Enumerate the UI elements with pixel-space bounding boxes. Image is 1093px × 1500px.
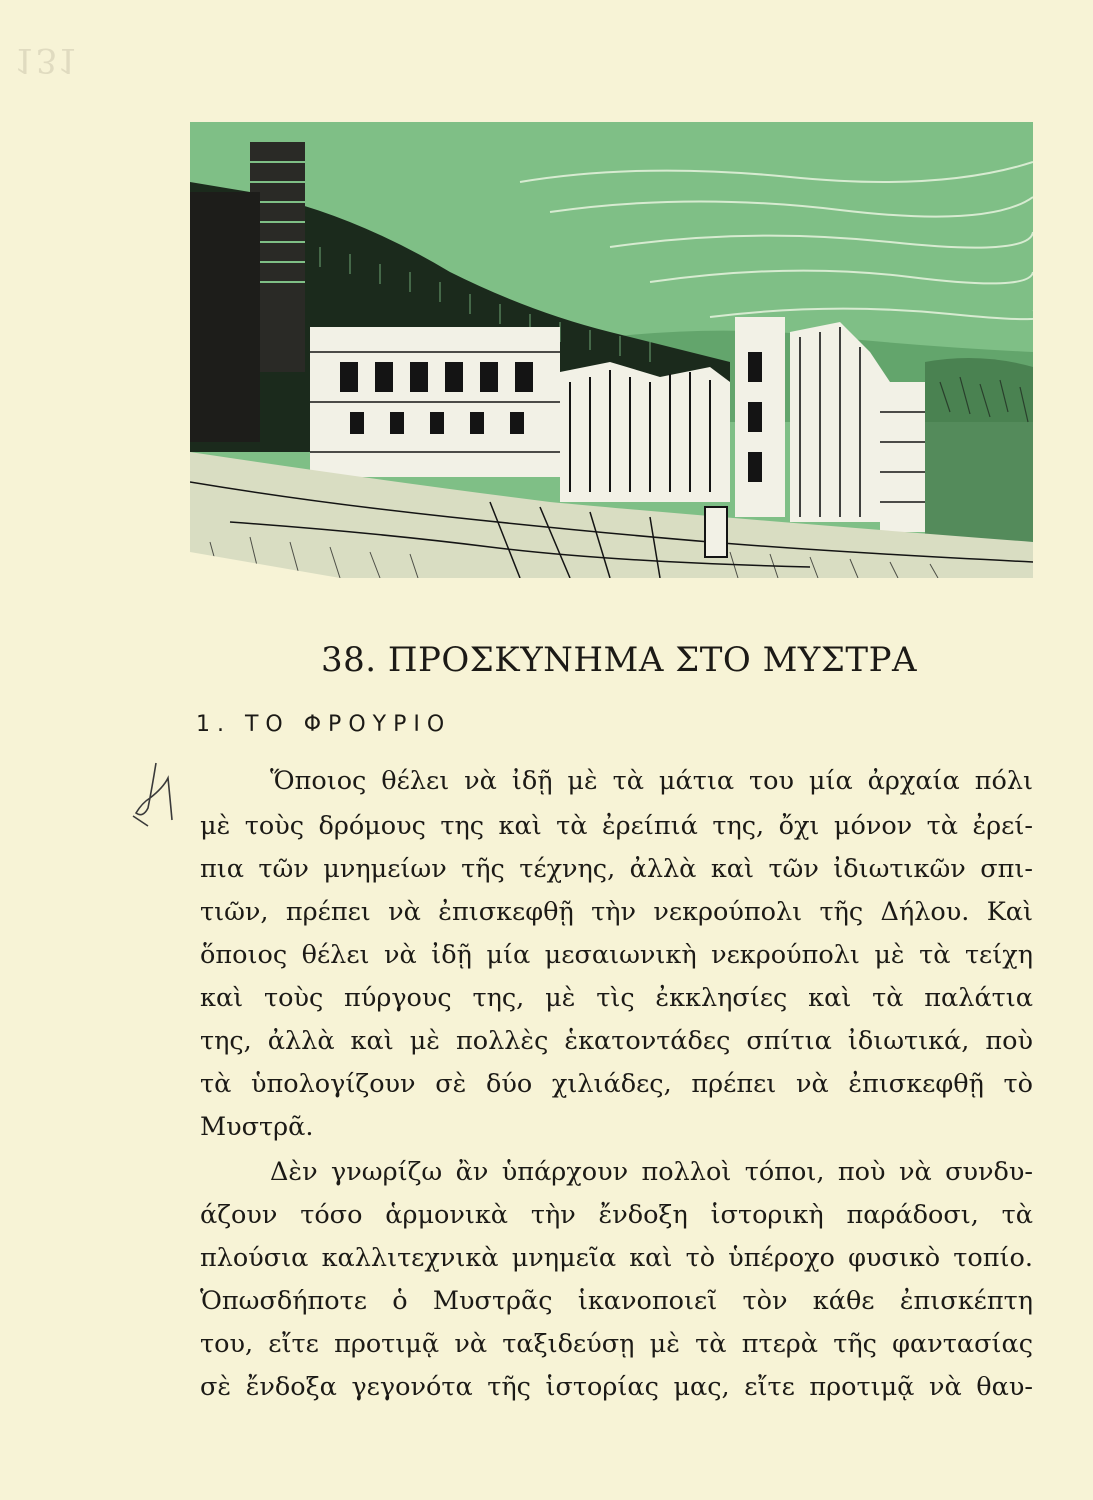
chapter-title: 38. ΠΡΟΣΚΥΝΗΜΑ ΣΤΟ ΜΥΣΤΡΑ [320, 640, 918, 680]
text-line: καὶ τοὺς πύργους της, μὲ τὶς ἐκκλησίες καὶ τὰ παλάτια [200, 983, 1033, 1013]
text-line: Δὲν γνωρίζω ἂν ὑπάρχουν πολλοὶ τόποι, ποὺ νὰ συνδυ- [270, 1157, 1033, 1187]
mystras-ruins-illustration [190, 122, 1033, 578]
text-line: Ὅποιος θέλει νὰ ἰδῇ μὲ τὰ μάτια του μία ἀρχαία πόλι [270, 766, 1033, 796]
text-line: Μυστρᾶ. [200, 1112, 314, 1142]
text-line: τιῶν, πρέπει νὰ ἐπισκεφθῇ τὴν νεκρούπολι τῆς Δήλου. Καὶ [200, 897, 1033, 927]
text-line: άζουν τόσο ἁρμονικὰ τὴν ἔνδοξη ἱστορικὴ παράδοσι, τὰ [200, 1200, 1033, 1230]
section-title: 1. ΤΟ ΦΡΟΥΡΙΟ [196, 712, 452, 737]
text-line: πλούσια καλλιτεχνικὰ μνημεῖα καὶ τὸ ὑπέροχο φυσικὸ τοπίο. [200, 1243, 1033, 1273]
text-line: του, εἴτε προτιμᾷ νὰ ταξιδεύσῃ μὲ τὰ πτερὰ τῆς φαντασίας [200, 1329, 1033, 1359]
text-line: της, ἀλλὰ καὶ μὲ πολλὲς ἑκατοντάδες σπίτια ἰδιωτικά, ποὺ [200, 1026, 1033, 1056]
text-line: μὲ τοὺς δρόμους της καὶ τὰ ἐρείπιά της, ὄχι μόνον τὰ ἐρεί- [200, 811, 1033, 841]
text-line: Ὁπωσδήποτε ὁ Μυστρᾶς ἱκανοποιεῖ τὸν κάθε ἐπισκέπτη [200, 1286, 1033, 1316]
text-line: τὰ ὑπολογίζουν σὲ δύο χιλιάδες, πρέπει νὰ ἐπισκεφθῇ τὸ [200, 1069, 1033, 1099]
text-line: ὅποιος θέλει νὰ ἰδῇ μία μεσαιωνικὴ νεκρούπολι μὲ τὰ τείχη [200, 940, 1033, 970]
pencil-annotation-icon [128, 758, 188, 828]
bleed-through-page-number: 131 [14, 40, 79, 80]
text-line: σὲ ἔνδοξα γεγονότα τῆς ἱστορίας μας, εἴτε προτιμᾷ νὰ θαυ- [200, 1372, 1033, 1402]
text-line: πια τῶν μνημείων τῆς τέχνης, ἀλλὰ καὶ τῶν ἰδιωτικῶν σπι- [200, 854, 1033, 884]
